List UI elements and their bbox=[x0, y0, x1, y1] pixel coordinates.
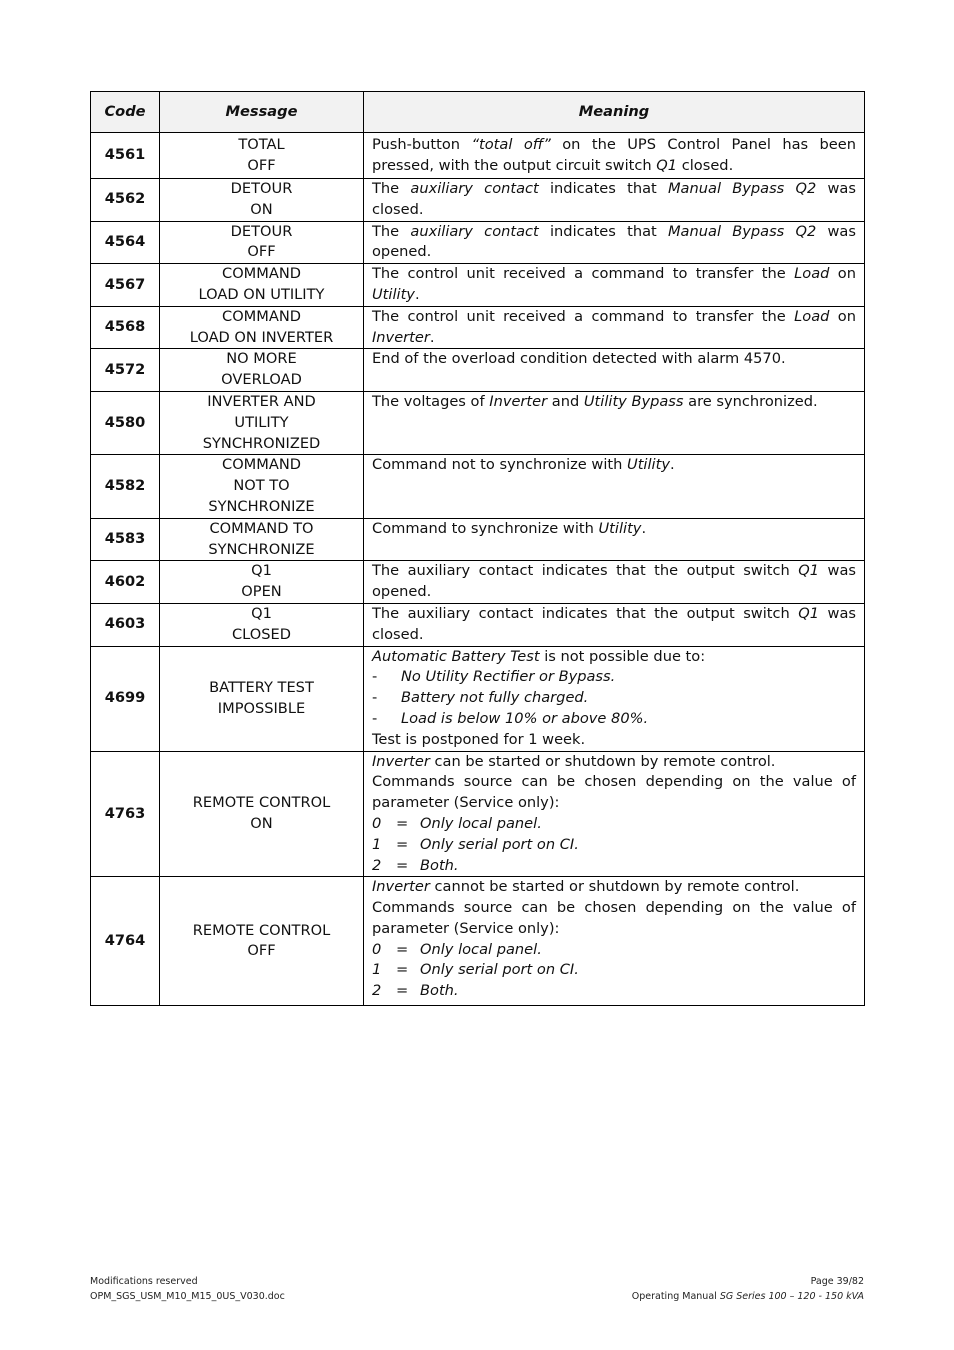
option-equals: = bbox=[396, 940, 409, 958]
row-meaning bbox=[364, 391, 865, 454]
row-message bbox=[160, 751, 364, 877]
meaning-emphasis: “total off” bbox=[471, 135, 551, 153]
message-line: Q1 bbox=[251, 562, 272, 580]
meaning-text: are synchronized. bbox=[683, 392, 818, 410]
option-number: 1 bbox=[372, 961, 382, 979]
bullet-dash: - bbox=[372, 709, 378, 727]
meaning-emphasis: Q1 bbox=[798, 604, 820, 622]
meaning-emphasis: Inverter bbox=[489, 392, 548, 410]
footer-manual-title bbox=[632, 1289, 864, 1304]
meaning-emphasis: Q1 bbox=[798, 562, 820, 580]
meaning-text: . bbox=[669, 456, 675, 474]
option-equals: = bbox=[396, 814, 409, 832]
bullet-dash: - bbox=[372, 689, 378, 707]
table-row bbox=[91, 349, 865, 392]
message-line: SYNCHRONIZE bbox=[208, 497, 315, 515]
meaning-emphasis: Utility bbox=[627, 456, 670, 474]
row-message bbox=[160, 133, 364, 179]
row-message bbox=[160, 603, 364, 646]
meaning-emphasis: Inverter bbox=[372, 752, 430, 770]
row-meaning bbox=[364, 877, 865, 1006]
meaning-emphasis: Inverter bbox=[372, 878, 430, 896]
message-line: COMMAND TO bbox=[209, 519, 314, 537]
row-message bbox=[160, 561, 364, 604]
option-text: Only serial port on CI. bbox=[420, 961, 579, 979]
message-line: IMPOSSIBLE bbox=[217, 699, 306, 717]
table-row bbox=[91, 306, 865, 349]
meaning-text: End of the overload condition detected with alarm 4570. bbox=[372, 350, 786, 368]
header-meaning: Meaning bbox=[364, 92, 865, 133]
message-line: ON bbox=[250, 814, 273, 832]
header-code: Code bbox=[91, 92, 160, 133]
meaning-text: closed. bbox=[677, 156, 734, 174]
meaning-text: on bbox=[829, 265, 856, 283]
meaning-text: cannot be started or shutdown by remote control. bbox=[429, 878, 800, 896]
option-equals: = bbox=[396, 835, 409, 853]
meaning-text: Push-button bbox=[372, 135, 472, 153]
option-number: 1 bbox=[372, 835, 382, 853]
row-code: 4582 bbox=[91, 455, 160, 518]
meaning-text: . bbox=[641, 519, 647, 537]
message-line: REMOTE CONTROL bbox=[192, 794, 331, 812]
row-meaning bbox=[364, 349, 865, 392]
table-row bbox=[91, 221, 865, 264]
option-item bbox=[372, 940, 856, 961]
option-text: Only serial port on CI. bbox=[420, 835, 579, 853]
row-code: 4764 bbox=[91, 877, 160, 1006]
meaning-text: The control unit received a command to transfer the bbox=[372, 265, 795, 283]
bullet-text: Battery not fully charged. bbox=[401, 689, 589, 707]
message-line: BATTERY TEST bbox=[209, 678, 314, 696]
meaning-text: Command not to synchronize with bbox=[372, 456, 628, 474]
table-row bbox=[91, 264, 865, 307]
table-row bbox=[91, 751, 865, 877]
message-line: OFF bbox=[247, 942, 276, 960]
meaning-emphasis: Automatic Battery Test bbox=[372, 647, 540, 665]
row-code: 4602 bbox=[91, 561, 160, 604]
message-line: REMOTE CONTROL bbox=[192, 921, 331, 939]
table-row bbox=[91, 455, 865, 518]
row-message bbox=[160, 518, 364, 561]
row-code: 4583 bbox=[91, 518, 160, 561]
meaning-text: was closed. bbox=[372, 180, 856, 218]
footer-manual-label: Operating Manual bbox=[631, 1291, 720, 1302]
option-text: Both. bbox=[420, 982, 459, 1000]
option-text: Both. bbox=[420, 856, 459, 874]
message-line: OFF bbox=[247, 156, 276, 174]
meaning-text: . bbox=[414, 285, 420, 303]
row-meaning bbox=[364, 264, 865, 307]
row-meaning bbox=[364, 455, 865, 518]
meaning-text: and bbox=[547, 392, 584, 410]
message-line: INVERTER AND bbox=[207, 392, 316, 410]
message-line: NO MORE bbox=[226, 350, 297, 368]
message-line: Q1 bbox=[251, 604, 272, 622]
meaning-desc: Commands source can be chosen depending on the value of parameter (Service only): bbox=[372, 773, 856, 812]
meaning-text: . bbox=[429, 328, 435, 346]
meaning-emphasis: Q1 bbox=[656, 156, 678, 174]
row-message bbox=[160, 455, 364, 518]
meaning-emphasis: Inverter bbox=[372, 328, 430, 346]
table-row bbox=[91, 877, 865, 1006]
meaning-intro bbox=[372, 647, 856, 668]
meaning-emphasis: Load bbox=[794, 307, 830, 325]
table-row bbox=[91, 518, 865, 561]
meaning-text: The bbox=[372, 222, 411, 240]
message-line: NOT TO bbox=[233, 477, 290, 495]
bullet-dash: - bbox=[372, 668, 378, 686]
footer-left bbox=[90, 1274, 285, 1304]
header-message: Message bbox=[160, 92, 364, 133]
message-line: COMMAND bbox=[222, 456, 301, 474]
message-line: SYNCHRONIZE bbox=[208, 540, 315, 558]
message-line: LOAD ON INVERTER bbox=[189, 328, 334, 346]
row-message bbox=[160, 877, 364, 1006]
option-text: Only local panel. bbox=[420, 814, 542, 832]
bullet-item bbox=[372, 667, 856, 688]
table-row bbox=[91, 646, 865, 751]
footer-filename: OPM_SGS_USM_M10_M15_0US_V030.doc bbox=[90, 1291, 285, 1302]
message-line: UTILITY bbox=[234, 413, 289, 431]
row-meaning bbox=[364, 603, 865, 646]
option-number: 0 bbox=[372, 940, 382, 958]
message-line: OFF bbox=[247, 243, 276, 261]
meaning-emphasis: Utility Bypass bbox=[583, 392, 684, 410]
meaning-text: is not possible due to: bbox=[539, 647, 706, 665]
message-line: COMMAND bbox=[222, 265, 301, 283]
meaning-emphasis: auxiliary contact bbox=[410, 180, 539, 197]
row-meaning bbox=[364, 751, 865, 877]
row-message bbox=[160, 264, 364, 307]
row-meaning bbox=[364, 646, 865, 751]
message-line: DETOUR bbox=[230, 180, 293, 197]
row-code: 4568 bbox=[91, 306, 160, 349]
meaning-text: indicates that bbox=[538, 222, 668, 240]
option-number: 2 bbox=[372, 856, 382, 874]
option-item bbox=[372, 981, 856, 1002]
meaning-text: Command to synchronize with bbox=[372, 519, 599, 537]
meaning-text: The bbox=[372, 180, 411, 197]
meaning-text: can be started or shutdown by remote control. bbox=[429, 752, 776, 770]
row-meaning bbox=[364, 306, 865, 349]
meaning-text: on bbox=[829, 307, 856, 325]
message-line: ON bbox=[250, 200, 273, 218]
meaning-text: The auxiliary contact indicates that the output switch bbox=[372, 604, 799, 622]
table-row bbox=[91, 561, 865, 604]
row-code: 4561 bbox=[91, 133, 160, 179]
meaning-emphasis: Utility bbox=[598, 519, 642, 537]
row-meaning bbox=[364, 133, 865, 179]
alarm-code-table bbox=[90, 91, 865, 1006]
message-line: SYNCHRONIZED bbox=[202, 434, 321, 452]
meaning-text: was closed. bbox=[372, 604, 856, 643]
row-meaning bbox=[364, 221, 865, 264]
meaning-desc: Commands source can be chosen depending on the value of parameter (Service only): bbox=[372, 899, 856, 937]
row-meaning bbox=[364, 179, 865, 222]
meaning-text: The auxiliary contact indicates that the output switch bbox=[372, 562, 799, 580]
table-row bbox=[91, 179, 865, 222]
row-code: 4699 bbox=[91, 646, 160, 751]
row-message bbox=[160, 391, 364, 454]
meaning-text: The voltages of bbox=[372, 392, 490, 410]
option-equals: = bbox=[396, 961, 409, 979]
meaning-text: was opened. bbox=[372, 562, 856, 601]
option-text: Only local panel. bbox=[420, 940, 542, 958]
row-code: 4567 bbox=[91, 264, 160, 307]
table-row bbox=[91, 391, 865, 454]
meaning-text: on the UPS Control Panel has been pressed, with the output circuit switch bbox=[372, 135, 856, 174]
table-row bbox=[91, 603, 865, 646]
meaning-outro: Test is postponed for 1 week. bbox=[372, 730, 586, 748]
meaning-intro bbox=[372, 877, 856, 898]
message-line: OVERLOAD bbox=[221, 371, 302, 389]
message-line: LOAD ON UTILITY bbox=[198, 285, 325, 303]
row-code: 4564 bbox=[91, 221, 160, 264]
row-code: 4603 bbox=[91, 603, 160, 646]
option-item bbox=[372, 835, 856, 856]
meaning-text: indicates that bbox=[538, 180, 668, 197]
meaning-emphasis: Load bbox=[794, 265, 830, 283]
message-line: TOTAL bbox=[238, 135, 285, 153]
bullet-text: No Utility Rectifier or Bypass. bbox=[401, 668, 616, 686]
option-item bbox=[372, 856, 856, 877]
bullet-item bbox=[372, 688, 856, 709]
row-message bbox=[160, 646, 364, 751]
row-meaning bbox=[364, 561, 865, 604]
table-row bbox=[91, 133, 865, 179]
row-message bbox=[160, 179, 364, 222]
option-number: 0 bbox=[372, 814, 382, 832]
message-line: OPEN bbox=[241, 583, 282, 601]
message-line: DETOUR bbox=[230, 222, 293, 240]
message-line: COMMAND bbox=[222, 307, 301, 325]
row-message bbox=[160, 221, 364, 264]
row-meaning bbox=[364, 518, 865, 561]
meaning-emphasis: Manual Bypass Q2 bbox=[667, 222, 817, 240]
meaning-emphasis: auxiliary contact bbox=[410, 222, 539, 240]
option-equals: = bbox=[396, 982, 409, 1000]
meaning-emphasis: Manual Bypass Q2 bbox=[667, 180, 817, 197]
meaning-text: was opened. bbox=[372, 222, 856, 261]
row-code: 4763 bbox=[91, 751, 160, 877]
message-line: CLOSED bbox=[231, 625, 291, 643]
footer-series: SG Series 100 – 120 - 150 kVA bbox=[719, 1291, 864, 1302]
bullet-text: Load is below 10% or above 80%. bbox=[401, 709, 649, 727]
footer-modifications: Modifications reserved bbox=[90, 1276, 198, 1287]
row-code: 4580 bbox=[91, 391, 160, 454]
option-item bbox=[372, 960, 856, 981]
row-message bbox=[160, 306, 364, 349]
option-number: 2 bbox=[372, 982, 382, 1000]
meaning-text: The control unit received a command to transfer the bbox=[372, 307, 795, 325]
row-code: 4572 bbox=[91, 349, 160, 392]
option-item bbox=[372, 814, 856, 835]
table-header-row bbox=[91, 92, 865, 133]
option-equals: = bbox=[396, 856, 409, 874]
bullet-item bbox=[372, 709, 856, 730]
footer-page-number: Page 39/82 bbox=[810, 1276, 864, 1287]
meaning-intro bbox=[372, 752, 856, 773]
meaning-emphasis: Utility bbox=[372, 285, 415, 303]
row-message bbox=[160, 349, 364, 392]
row-code: 4562 bbox=[91, 179, 160, 222]
footer-right bbox=[632, 1274, 864, 1304]
